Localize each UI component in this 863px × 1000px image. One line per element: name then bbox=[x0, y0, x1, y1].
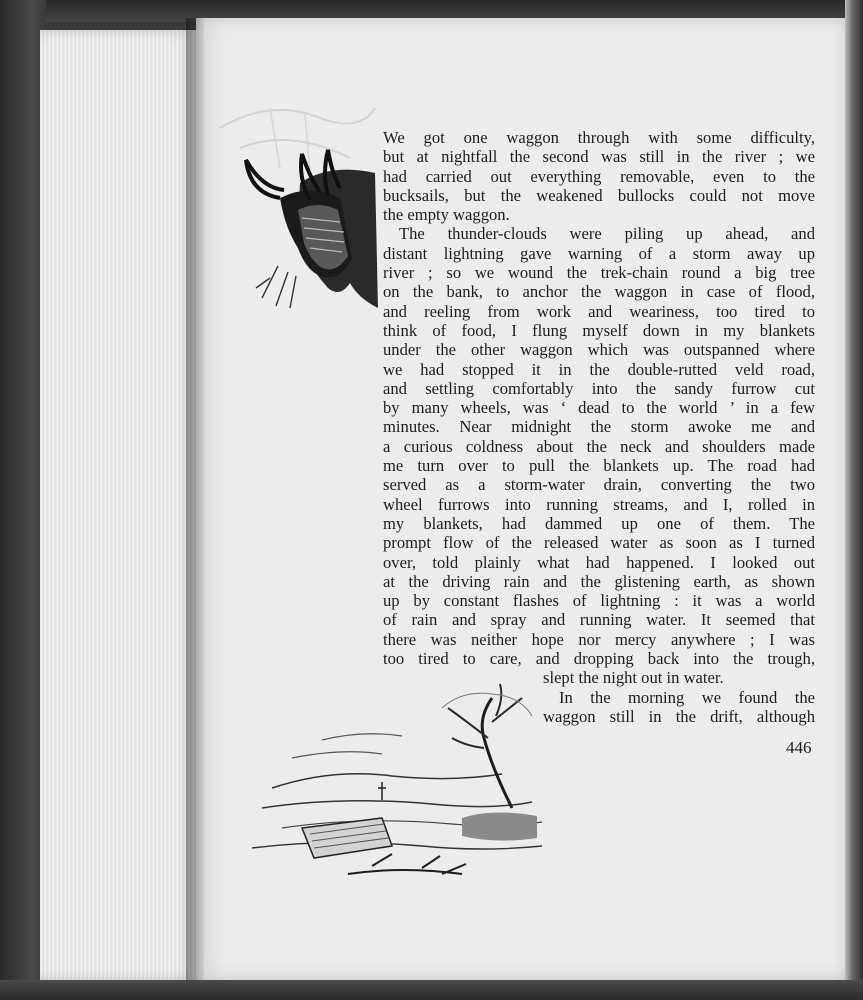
text-line: under the other waggon which was outspanned where bbox=[383, 340, 815, 360]
text-line: there was neither hope nor mercy anywhere ; I was bbox=[383, 629, 815, 649]
text-line: The thunder-clouds were piling up ahead, and bbox=[399, 224, 815, 244]
text-line: too tired to care, and dropping back into the trough, bbox=[383, 649, 815, 669]
text-line: In the morning we found the bbox=[559, 687, 815, 707]
text-line: up by constant flashes of lightning : it was a world bbox=[383, 591, 815, 611]
text-line: river ; so we wound the trek-chain round a big tree bbox=[383, 263, 815, 283]
text-line: me turn over to pull the blankets up. The road had bbox=[383, 456, 815, 476]
text-line: at the driving rain and the glistening earth, as shown bbox=[383, 571, 815, 591]
text-line: of rain and spray and running water. It seemed that bbox=[383, 610, 815, 630]
text-line: but at nightfall the second was still in the river ; we bbox=[383, 147, 815, 167]
text-line: distant lightning gave warning of a storm away up bbox=[383, 243, 815, 263]
paragraph-2 bbox=[383, 224, 815, 687]
text-line: and settling comfortably into the sandy furrow cut bbox=[383, 378, 815, 398]
page-number: 446 bbox=[786, 738, 812, 757]
text-line: We got one waggon through with some difficulty, bbox=[383, 128, 815, 147]
text-line: wheel furrows into running streams, and I, rolled in bbox=[383, 494, 815, 514]
page-text bbox=[383, 128, 815, 726]
book-cover-bottom bbox=[0, 980, 863, 1000]
text-line: over, told plainly what had happened. I looked out bbox=[383, 552, 815, 572]
page-gutter-shadow bbox=[186, 18, 204, 980]
text-line: served as a storm-water drain, converting the two bbox=[383, 475, 815, 495]
page-edges bbox=[40, 30, 198, 980]
paragraph-3 bbox=[383, 688, 815, 727]
text-line: think of food, I flung myself down in my blankets bbox=[383, 320, 815, 340]
text-line: waggon still in the drift, although bbox=[543, 706, 815, 726]
text-line: slept the night out in water. bbox=[543, 668, 724, 688]
paragraph-1 bbox=[383, 128, 815, 224]
text-line: on the bank, to anchor the waggon in case of flood, bbox=[383, 282, 815, 302]
text-line: prompt flow of the released water as soon as I turned bbox=[383, 533, 815, 553]
text-line: had carried out everything removable, even to the bbox=[383, 166, 815, 186]
oxen-illustration bbox=[240, 148, 380, 318]
book-cover-right bbox=[845, 0, 863, 1000]
text-line: a curious coldness about the neck and shoulders made bbox=[383, 436, 815, 456]
text-line: minutes. Near midnight the storm awoke me and bbox=[383, 417, 815, 437]
text-line: and reeling from work and weariness, too tired to bbox=[383, 301, 815, 321]
text-line: by many wheels, was ‘ dead to the world ’ in a few bbox=[383, 398, 815, 418]
text-line: my blankets, had dammed up one of them. The bbox=[383, 513, 815, 533]
book-page bbox=[196, 18, 846, 980]
text-line: bucksails, but the weakened bullocks could not move bbox=[383, 185, 815, 205]
text-line: the empty waggon. bbox=[383, 205, 510, 225]
text-line: we had stopped it in the double-rutted veld road, bbox=[383, 359, 815, 379]
